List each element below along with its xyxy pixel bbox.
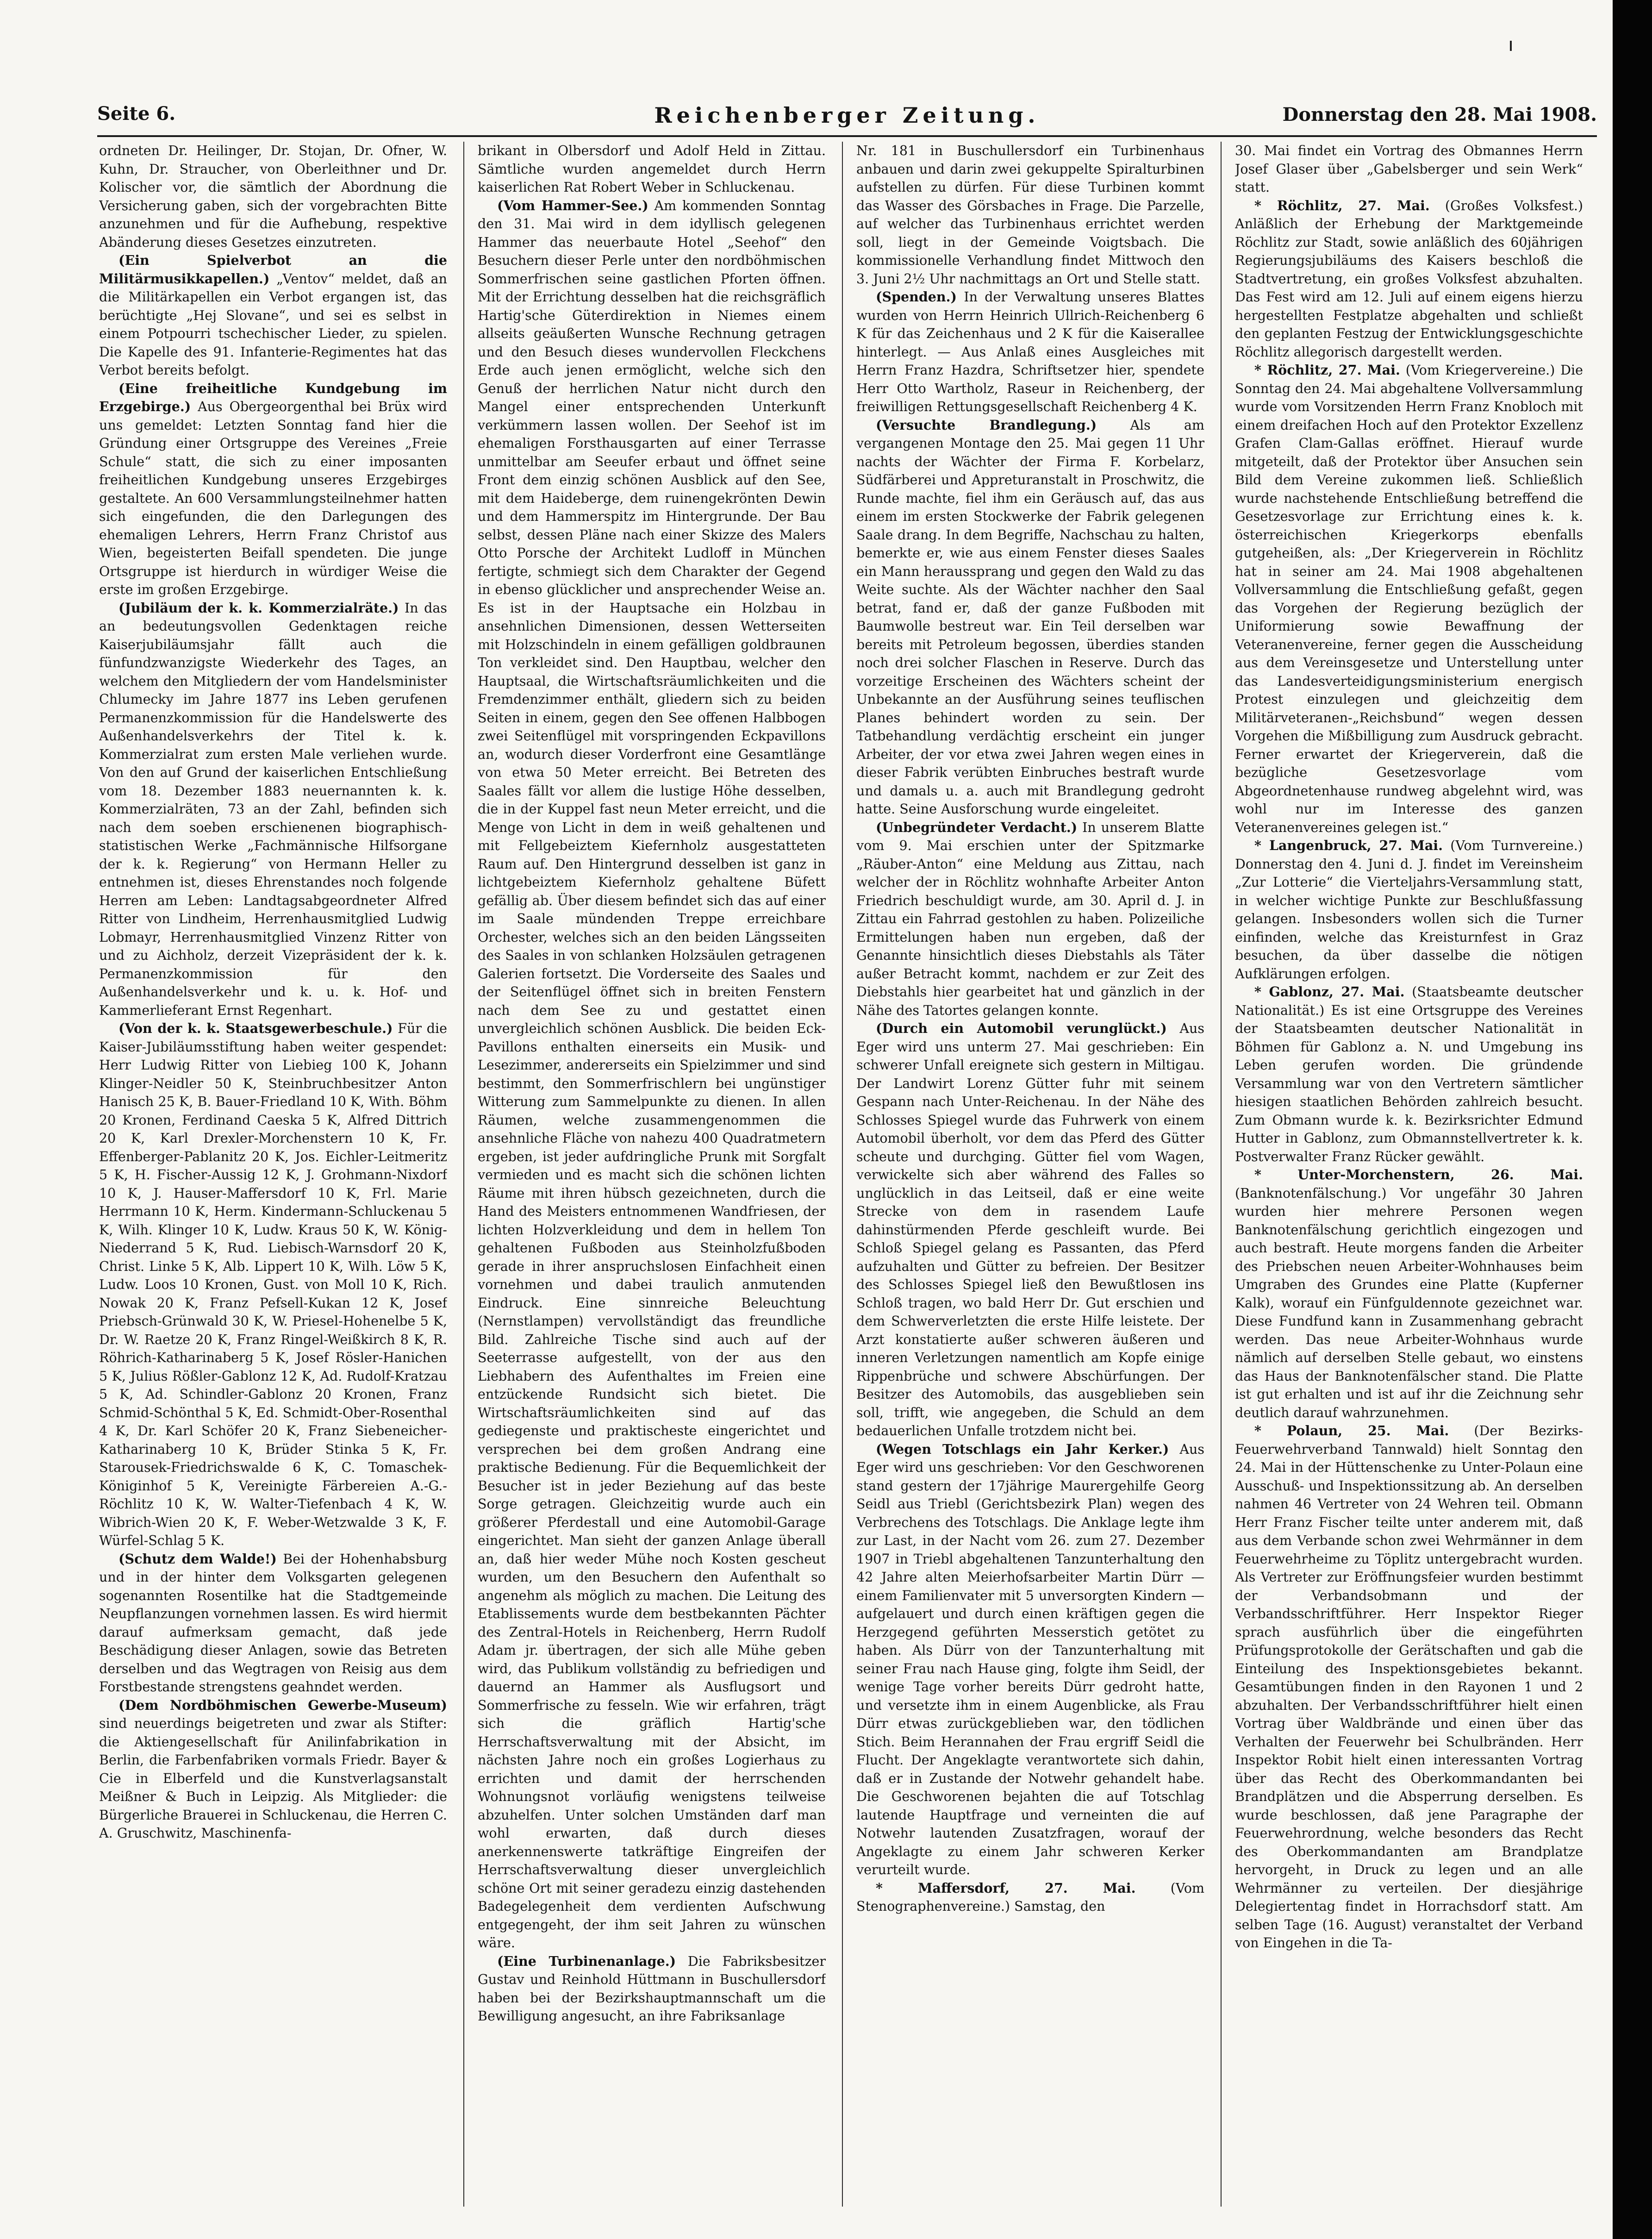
column-divider: [1221, 142, 1222, 2207]
article-paragraph: [1235, 1422, 1583, 1952]
article-text: Bei der Hohenhabsburg und in der hinter dem Volksgarten gelegenen sogenannten Rosentilke hat die Stadtgemeinde Neupflanzungen vornehmen lassen. Es wird hiermit darauf aufmerksam gemacht, daß jede Beschädigung dieser Anlagen, sowie das Betreten derselben und das Wegtragen von Reisig aus dem Forstbestande strengstens geahndet werden.: [99, 1551, 447, 1695]
article-heading: * Polaun, 25. Mai.: [1254, 1423, 1449, 1438]
article-heading: (Eine freiheitliche Kundgebung im Erzgebirge.): [99, 380, 447, 414]
page-header: [97, 103, 1597, 131]
article-text: Aus Eger wird uns unterm 27. Mai geschrieben: Ein schwerer Unfall ereignete sich gestern in Miltigau. Der Landwirt Lorenz Gütter fuhr mit seinem Gespann nach Unter-Reichenau. In der Nähe des Schlosses Spiegel wurde das Fuhrwerk von einem Automobil überholt, vor dem das Pferd des Gütter scheute und durchging. Gütter fiel vom Wagen, verwickelte sich aber während des Falles so unglücklich in das Leitseil, daß er eine weite Strecke von dem in rasendem Laufe dahinstürmenden Pferde geschleift wurde. Bei Schloß Spiegel gelang es Passanten, das Pferd aufzuhalten und Gütter zu befreien. Der Besitzer des Schlosses Spiegel ließ den Bewußtlosen ins Schloß tragen, wo bald Herr Dr. Gut erschien und dem Schwerverletzten die erste Hilfe leistete. Der Arzt konstatierte außer schweren äußeren und inneren Verletzungen namentlich am Kopfe einige Rippenbrüche und schwere Abschürfungen. Der Besitzer des Automobils, das ausgeblieben sein soll, trifft, wie angegeben, die Schuld an dem bedauerlichen Unfalle trotzdem nicht bei.: [856, 1021, 1204, 1438]
article-text: 30. Mai findet ein Vortrag des Obmannes Herrn Josef Glaser über „Gabelsberger und sein Werk“ statt.: [1235, 143, 1583, 195]
article-text: Nr. 181 in Buschullersdorf ein Turbinenhaus anbauen und darin zwei gekuppelte Spiralturbinen aufstellen zu dürfen. Für diese Turbinen kommt das Wasser des Görsbaches in Frage. Die Parzelle, auf welcher das Turbinenhaus errichtet werden soll, liegt in der Gemeinde Voigtsbach. Die kommissionelle Verhandlung findet Mittwoch den 3. Juni 2½ Uhr nachmittags an Ort und Stelle statt.: [856, 143, 1204, 287]
article-heading: (Dem Nordböhmischen Gewerbe-Museum): [118, 1697, 447, 1713]
article-heading: (Eine Turbinenanlage.): [497, 1953, 676, 1969]
article-text: (Staatsbeamte deutscher Nationalität.) Es ist eine Ortsgruppe des Vereines der Staatsbeamten deutscher Nationalität in Böhmen für Gablonz a. N. und Umgebung ins Leben gerufen worden. Die gründende Versammlung war von den Vertretern sämtlicher hiesigen staatlichen Behörden zahlreich besucht. Zum Obmann wurde k. k. Bezirksrichter Edmund Hutter in Gablonz, zum Obmannstellvertreter k. k. Postverwalter Franz Rücker gewählt.: [1235, 984, 1583, 1164]
column-4: [1235, 142, 1583, 2207]
article-text: Als am vergangenen Montage den 25. Mai gegen 11 Uhr nachts der Wächter der Firma F. Korbelarz, Südfärberei und Appreturanstalt in Proschwitz, die Runde machte, fiel ihm ein Geräusch auf, das aus einem im ersten Stockwerke der Fabrik gelegenen Saale drang. In dem Begriffe, Nachschau zu halten, bemerkte er, wie aus einem Fenster dieses Saales ein Mann heraussprang und gegen den Wald zu das Weite suchte. Als der Wächter nachher den Saal betrat, fand er, daß der ganze Fußboden mit Baumwolle bestreut war. Ein Teil derselben war bereits mit Petroleum begossen, überdies standen noch drei solcher Flaschen in Reserve. Durch das vorzeitige Erscheinen des Wächters scheint der Unbekannte an der Ausführung seines teuflischen Planes behindert worden zu sein. Der Tatbehandlung verdächtig erscheint ein junger Arbeiter, der vor etwa zwei Jahren wegen eines in dieser Fabrik verübten Einbruches bestraft wurde und damals u. a. auch mit Brandlegung gedroht hatte. Seine Ausforschung wurde eingeleitet.: [856, 417, 1204, 817]
article-text: In der Verwaltung unseres Blattes wurden von Herrn Heinrich Ullrich-Reichenberg 6 K für das Zeichenhaus und 2 K für die Kaiserallee hinterlegt. — Aus Anlaß eines Ausgleiches mit Herrn Franz Hazdra, Schriftsetzer hier, spendete Herr Otto Wartholz, Raseur in Reichenberg, der freiwilligen Rettungsgesellschaft Reichenberg 4 K.: [856, 289, 1204, 414]
article-heading: (Wegen Totschlags ein Jahr Kerker.): [876, 1441, 1169, 1457]
column-1: [99, 142, 447, 2207]
article-text: sind neuerdings beigetreten und zwar als Stifter: die Aktiengesellschaft für Anilinfabrikation in Berlin, die Farbenfabriken vormals Friedr. Bayer & Cie in Elberfeld und die Kunstverlagsanstalt Meißner & Buch in Leipzig. Als Mitglieder: die Bürgerliche Brauerei in Schluckenau, die Herren C. A. Gruschwitz, Maschinenfa-: [99, 1716, 447, 1841]
article-paragraph: [99, 380, 447, 599]
article-paragraph: [1235, 837, 1583, 983]
article-paragraph: [99, 251, 447, 380]
scan-border: [1613, 0, 1652, 2239]
article-text: Aus Eger wird uns geschrieben: Vor den Geschworenen stand gestern der 17jährige Maurergehilfe Georg Seidl aus Triebl (Gerichtsbezirk Plan) wegen des Verbrechens des Totschlags. Die Anklage legte ihm zur Last, in der Nacht vom 26. zum 27. Dezember 1907 in Triebl abgehaltenen Tanzunterhaltung den 42 Jahre alten Meierhofsarbeiter Martin Dürr — einem Familienvater mit 5 unversorgten Kindern — aufgelauert und durch einen kräftigen gegen die Herzgegend geführten Messerstich getötet zu haben. Als Dürr von der Tanzunterhaltung mit seiner Frau nach Hause ging, folgte ihm Seidl, der wenige Tage vorher bereits Dürr gedroht hatte, und versetzte ihm in einem Augenblicke, als Frau Dürr etwas zurückgeblieben war, den tödlichen Stich. Beim Herannahen der Frau ergriff Seidl die Flucht. Der Angeklagte verantwortete sich dahin, daß er in Zustande der Notwehr gehandelt habe. Die Geschworenen bejahten die auf Totschlag lautende Hauptfrage und verneinten die auf Notwehr lautenden Zusatzfragen, worauf der Angeklagte zu einem Jahr schweren Kerker verurteilt wurde.: [856, 1441, 1204, 1877]
article-heading: (Ein Spielverbot an die Militärmusikkapellen.): [99, 252, 447, 287]
article-heading: (Jubiläum der k. k. Kommerzialräte.): [118, 600, 399, 616]
article-paragraph: [856, 1440, 1204, 1879]
article-text: (Banknotenfälschung.) Vor ungefähr 30 Jahren wurden hier mehrere Personen wegen Banknotenfälschung gerichtlich eingezogen und auch bestraft. Heute morgens fanden die Arbeiter des Priebschen neuen Arbeiter-Wohnhauses beim Umgraben des Grundes eine Platte (Kupferner Kalk), worauf ein Fünfguldennote gezeichnet war. Diese Fundfund kann in Zusammenhang gebracht werden. Das neue Arbeiter-Wohnhaus wurde nämlich auf derselben Stelle gebaut, wo einstens das Haus der Banknotenfälscher stand. Die Platte ist gut erhalten und ist auf ihr die Zeichnung sehr deutlich darauf wahrzunehmen.: [1235, 1185, 1583, 1420]
article-text: In das an bedeutungsvollen Gedenktagen reiche Kaiserjubiläumsjahr fällt auch die fünfundzwanzigste Wiederkehr des Tages, an welchem den Mitgliedern der vom Handelsminister Chlumecky im Jahre 1877 ins Leben gerufenen Permanenzkommission für die Handelswerte des Außenhandelsverkehrs der Titel k. k. Kommerzialrat zum ersten Male verliehen wurde. Von den auf Grund der kaiserlichen Entschließung vom 18. Dezember 1883 neuernannten k. k. Kommerzialräten, 73 an der Zahl, befinden sich nach dem soeben erschienenen biographisch-statistischen Werke „Fachmännische Hilfsorgane der k. k. Regierung“ von Hermann Heller zu entnehmen ist, dieses Ehrenstandes noch folgende Herren am Leben: Landtagsabgeordneter Alfred Ritter von Lindheim, Herrenhausmitglied Ludwig Lobmayr, Herrenhausmitglied Vinzenz Ritter von und zu Aichholz, derzeit Vizepräsident der k. k. Permanenzkommission für den Außenhandelsverkehr und k. u. k. Hof- und Kammerlieferant Ernst Regenhart.: [99, 600, 447, 1018]
article-paragraph: [856, 142, 1204, 288]
column-divider: [463, 142, 464, 2207]
article-heading: * Langenbruck, 27. Mai.: [1254, 838, 1443, 853]
masthead: Reichenberger Zeitung.: [654, 103, 1040, 128]
article-heading: (Vom Hammer-See.): [497, 197, 648, 213]
article-paragraph: [856, 288, 1204, 416]
article-heading: (Versuchte Brandlegung.): [876, 417, 1097, 433]
article-paragraph: [856, 1019, 1204, 1440]
article-text: (Der Bezirks-Feuerwehrverband Tannwald) hielt Sonntag den 24. Mai in der Hüttenschenke zu Unter-Polaun eine Ausschuß- und Inspektionssitzung ab. An derselben nahmen 46 Vertreter von 24 Wehren teil. Obmann Herr Franz Fischer teilte unter anderem mit, daß aus dem Verbande schon zwei Wehrmänner in dem Feuerwehrheime zu Töplitz untergebracht wurden. Als Vertreter zur Eröffnungsfeier wurden bestimmt der Verbandsobmann und der Verbandsschriftführer. Herr Inspektor Rieger sprach ausführlich über die eingeführten Prüfungsprotokolle der Gerätschaften und gab die Einteilung des Inspektionsgebietes bekannt. Gesamtübungen finden in den Rayonen 1 und 2 abzuhalten. Der Verbandsschriftführer hielt einen Vortrag über Waldbrände und einen über das Verhalten der Feuerwehr bei Schulbränden. Herr Inspektor Robit hielt einen interessanten Vortrag über das Recht des Oberkommandanten bei Brandplätzen und die Absperrung derselben. Es wurde beschlossen, daß jene Paragraphe der Feuerwehrordnung, welche besonders das Recht des Oberkommandanten am Brandplatze hervorgeht, in Druck zu legen und an alle Wehrmänner zu verteilen. Der diesjährige Delegiertentag findet in Horrachsdorf statt. Am selben Tage (16. August) veranstaltet der Verband von Eingehen in die Ta-: [1235, 1423, 1583, 1951]
issue-date: Donnerstag den 28. Mai 1908.: [1282, 104, 1597, 125]
article-paragraph: [1235, 197, 1583, 362]
article-paragraph: [856, 1879, 1204, 1916]
column-divider: [842, 142, 843, 2207]
article-heading: (Durch ein Automobil verunglückt.): [876, 1020, 1167, 1036]
article-paragraph: [99, 599, 447, 1020]
article-paragraph: [99, 1550, 447, 1696]
margin-mark: [1510, 41, 1512, 51]
article-text: In unserem Blatte vom 9. Mai erschien unter der Spitzmarke „Räuber-Anton“ eine Meldung aus Zittau, nach welcher der in Röchlitz wohnhafte Arbeiter Anton Friedrich beschuldigt wurde, am 30. April d. J. in Zittau ein Fahrrad gestohlen zu haben. Polizeiliche Ermittelungen haben nun ergeben, daß der Genannte hinsichtlich dieses Diebstahls als Täter außer Betracht kommt, nachdem er zur Zeit des Diebstahls hier gearbeitet hat und gänzlich in der Nähe des Tatortes gelangen konnte.: [856, 819, 1204, 1018]
article-text: Am kommenden Sonntag den 31. Mai wird in dem idyllisch gelegenen Hammer das neuerbaute Hotel „Seehof“ den Besuchern dieser Perle unter den nordböhmischen Sommerfrischen seine gastlichen Pforten öffnen. Mit der Errichtung desselben hat die reichsgräflich Hartig'sche Güterdirektion in Niemes einem allseits geäußerten Wunsche Rechnung getragen und den Besuch dieses wundervollen Fleckchens Erde auch jenen ermöglicht, welche sich den Genuß der herrlichen Natur nicht durch den Mangel einer entsprechenden Unterkunft verkümmern lassen wollen. Der Seehof ist im ehemaligen Forsthausgarten auf einer Terrasse unmittelbar am Seeufer erbaut und öffnet seine Front dem einzig schönen Ausblick auf den See, mit dem Haideberge, dem ruinengekrönten Dewin und dem Hammerspitz im Hintergrunde. Der Bau selbst, dessen Pläne nach einer Skizze des Malers Otto Porsche der Architekt Ludloff in München fertigte, schmiegt sich dem Charakter der Gegend in ebenso glücklicher und ansprechender Weise an. Es ist in der Hauptsache ein Holzbau in ansehnlichen Dimensionen, dessen Wetterseiten mit Holzschindeln in einem gefälligen goldbraunen Ton verkleidet sind. Den Hauptbau, welcher den Hauptsaal, die Wirtschaftsräumlichkeiten und die Fremdenzimmer enthält, gliedern sich zu beiden Seiten in einem, gegen den See offenen Halbbogen zwei Seitenflügel mit vorspringenden Eckpavillons an, wodurch dieser Vorderfront eine Gesamtlänge von etwa 50 Meter erreicht. Bei Betreten des Saales fällt vor allem die lustige Höhe desselben, die in der Kuppel fast neun Meter erreicht, und die Menge von Licht in dem in weiß gehaltenen und mit Fellgebeiztem Kiefernholz ausgestatteten Raum auf. Den Hintergrund desselben ist ganz in lichtgebeiztem Kiefernholz gehaltene Büfett gefällig ab. Über diesem befindet sich das auf einer im Saale mündenden Treppe erreichbare Orchester, welches sich an den beiden Längsseiten des Saales in von schlanken Holzsäulen getragenen Galerien fortsetzt. Die Vorderseite des Saales und der Seitenflügel öffnet sich in breiten Fenstern nach dem See zu und gestattet einen unvergleichlich schönen Ausblick. Die beiden Eck-Pavillons enthalten einerseits ein Musik- und Lesezimmer, andererseits ein Spielzimmer und sind bestimmt, den Sommerfrischlern bei ungünstiger Witterung zum Sammelpunkte zu dienen. In allen Räumen, welche zusammengenommen die ansehnliche Fläche von nahezu 400 Quadratmetern ergeben, ist jeder aufdringliche Prunk mit Sorgfalt vermieden und es macht sich die schönen lichten Räume mit ihren hübsch gezeichneten, durch die Hand des Meisters entnommenen Wandfriesen, der lichten Holzverkleidung und dem in hellem Ton gehaltenen Fußboden aus Steinholzfußboden gerade in ihrer anspruchslosen Einfachheit einen vornehmen und dabei traulich anmutenden Eindruck. Eine sinnreiche Beleuchtung (Nernstlampen) vervollständigt das freundliche Bild. Zahlreiche Tische sind auch auf der Seeterrasse aufgestellt, von der aus den Liebhabern des Aufenthaltes im Freien eine entzückende Rundsicht sich bietet. Die Wirtschaftsräumlichkeiten sind auf das gediegenste und praktischeste eingerichtet und versprechen bei dem großen Andrang eine praktische Bedienung. Für die Bequemlichkeit der Besucher ist in jeder Beziehung auf das beste Sorge getragen. Gleichzeitig wurde auch ein größerer Pferdestall und eine Automobil-Garage eingerichtet. Man sieht der ganzen Anlage überall an, daß hier weder Mühe noch Kosten gescheut wurden, um den Besuchern den Aufenthalt so angenehm als möglich zu machen. Die Leitung des Etablissements wurde dem bestbekannten Pächter des Zentral-Hotels in Reichenberg, Herrn Rudolf Adam jr. übertragen, der sich alle Mühe geben wird, das Publikum vollständig zu befriedigen und dauernd an Hammer als Ausflugsort und Sommerfrische zu fesseln. Wie wir erfahren, trägt sich die gräflich Hartig'sche Herrschaftsverwaltung mit der Absicht, im nächsten Jahre noch ein großes Logierhaus zu errichten und damit der herrschenden Wohnungsnot vorläufig wenigstens teilweise abzuhelfen. Unter solchen Umständen darf man wohl erwarten, daß durch dieses anerkennenswerte tatkräftige Eingreifen der Herrschaftsverwaltung dieser unvergleichlich schöne Ort mit seiner geradezu einzig dastehenden Badegelegenheit dem verdienten Aufschwung entgegengeht, der ihm seit Jahren zu wünschen wäre.: [478, 198, 826, 1951]
article-heading: * Röchlitz, 27. Mai.: [1254, 362, 1400, 378]
header-rule: [97, 135, 1597, 137]
article-text: Für die Kaiser-Jubiläumsstiftung haben weiter gespendet: Herr Ludwig Ritter von Liebieg 100 K, Johann Klinger-Neidler 50 K, Steinbruchbesitzer Anton Hanisch 25 K, B. Bauer-Friedland 10 K, With. Böhm 20 Kronen, Ferdinand Caeska 5 K, Alfred Dittrich 20 K, Karl Drexler-Morchenstern 10 K, Fr. Effenberger-Pablanitz 20 K, Jos. Eichler-Leitmeritz 5 K, H. Fischer-Aussig 12 K, J. Grohmann-Nixdorf 10 K, J. Hauser-Maffersdorf 10 K, Frl. Marie Herrmann 10 K, Herm. Kindermann-Schluckenau 5 K, Wilh. Klinger 10 K, Ludw. Kraus 50 K, W. König-Niederrand 5 K, Rud. Liebisch-Warnsdorf 20 K, Christ. Linke 5 K, Alb. Lippert 10 K, Wilh. Löw 5 K, Ludw. Loos 10 Kronen, Gust. von Moll 10 K, Rich. Nowak 20 K, Franz Pefsell-Kukan 12 K, Josef Priebsch-Grünwald 30 K, W. Priesel-Hohenelbe 5 K, Dr. W. Raetze 20 K, Franz Ringel-Weißkirch 8 K, R. Röhrich-Katharinaberg 5 K, Josef Rösler-Hanichen 5 K, Julius Rößler-Gablonz 12 K, Ad. Rudolf-Kratzau 5 K, Ad. Schindler-Gablonz 20 Kronen, Franz Schmid-Schönthal 5 K, Ed. Schmidt-Ober-Rosenthal 4 K, Dr. Karl Schöfer 20 K, Franz Siebeneicher-Katharinaberg 10 K, Brüder Stinka 5 K, Fr. Starousek-Friedrichswalde 6 K, C. Tomaschek-Königinhof 5 K, Vereinigte Färbereien A.-G.-Röchlitz 10 K, W. Walter-Tiefenbach 4 K, W. Wibrich-Wien 20 K, F. Weber-Wetzwalde 3 K, F. Würfel-Schlag 5 K.: [99, 1021, 447, 1548]
article-paragraph: [1235, 361, 1583, 837]
article-text: (Vom Turnvereine.) Donnerstag den 4. Juni d. J. findet im Vereinsheim „Zur Lotterie“ die Vierteljahrs-Versammlung statt, in welcher wichtige Punkte zur Beschlußfassung gelangen. Insbesonders wollen sich die Turner einfinden, welche das Kreisturnfest in Graz besuchen, da über dasselbe die nötigen Aufklärungen erfolgen.: [1235, 838, 1583, 982]
article-text: (Vom Kriegervereine.) Die Sonntag den 24. Mai abgehaltene Vollversammlung wurde vom Vorsitzenden Herrn Franz Knobloch mit einem dreifachen Hoch auf den Protektor Exzellenz Grafen Clam-Gallas eröffnet. Hierauf wurde mitgeteilt, daß der Protektor über Ansuchen sein Bild dem Vereine zukommen ließ. Schließlich wurde nachstehende Entschließung betreffend die Gesetzesvorlage zur Errichtung eines k. k. österreichischen Kriegerkorps ebenfalls gutgeheißen, als: „Der Kriegerverein in Röchlitz hat in seiner am 24. Mai 1908 abgehaltenen Vollversammlung die Entschließung gefaßt, gegen das Vorgehen der Regierung bezüglich der Uniformierung sowie Bewaffnung der Veteranenvereine, ferner gegen die Ausscheidung aus dem Vereinsgesetze und Unterstellung unter das Landesverteidigungsministerium energisch Protest einzulegen und gleichzeitig dem Militärveteranen-„Reichsbund“ wegen dessen Vorgehen die Mißbilligung zum Ausdruck gebracht. Ferner erwartet der Kriegerverein, daß die bezügliche Gesetzesvorlage vom Abgeordnetenhause rundweg abgelehnt wird, was wohl nur im Interesse des ganzen Veteranenvereines gelegen ist.“: [1235, 363, 1583, 835]
article-heading: * Maffersdorf, 27. Mai.: [876, 1880, 1136, 1896]
article-text: (Großes Volksfest.) Anläßlich der Erhebung der Marktgemeinde Röchlitz zur Stadt, sowie anläßlich des 60jährigen Regierungsjubiläums des Kaisers beschloß die Stadtvertretung, ein großes Volksfest abzuhalten. Das Fest wird am 12. Juli auf einem eigens hierzu hergestellten Festplatze abgehalten und schließt den geplanten Festzug der Entwicklungsgeschichte Röchlitz allegorisch dargestellt werden.: [1235, 198, 1583, 360]
article-text: (Vom Stenographenvereine.) Samstag, den: [856, 1880, 1204, 1914]
article-heading: (Spenden.): [876, 289, 957, 305]
article-heading: * Gablonz, 27. Mai.: [1254, 984, 1405, 1000]
article-paragraph: [1235, 983, 1583, 1166]
article-text: ordneten Dr. Heilinger, Dr. Stojan, Dr. Ofner, W. Kuhn, Dr. Straucher, von Oberleithner und Dr. Kolischer vor, die sämtlich der Abordnung die Versicherung gaben, sich der vorgebrachten Bitte anzunehmen und für die Aufhebung, respektive Abänderung dieses Gesetzes einzutreten.: [99, 143, 447, 250]
article-paragraph: [478, 197, 826, 1952]
article-paragraph: [856, 416, 1204, 819]
article-paragraph: [1235, 1166, 1583, 1422]
column-3: [856, 142, 1204, 2207]
article-text: „Ventov“ meldet, daß an die Militärkapellen ein Verbot ergangen ist, das berüchtigte „Hej Slovane“, und sei es selbst in einem Potpourri tschechischer Lieder, zu spielen. Die Kapelle des 91. Infanterie-Regimentes hat das Verbot bereits befolgt.: [99, 271, 447, 378]
article-paragraph: [856, 819, 1204, 1020]
article-text: Aus Obergeorgenthal bei Brüx wird uns gemeldet: Letzten Sonntag fand hier die Gründung einer Ortsgruppe des Vereines „Freie Schule“ statt, die sich zu einer imposanten freiheitlichen Kundgebung unseres Erzgebirges gestaltete. An 600 Versammlungsteilnehmer hatten sich eingefunden, die den Darlegungen des ehemaligen Lehrers, Herrn Franz Christof aus Wien, begeisterten Beifall spendeten. Die junge Ortsgruppe ist hierdurch in würdiger Weise die erste im großen Erzgebirge.: [99, 399, 447, 597]
article-paragraph: [99, 1019, 447, 1550]
article-paragraph: [99, 1696, 447, 1843]
article-heading: (Schutz dem Walde!): [118, 1551, 277, 1567]
article-heading: * Unter-Morchenstern, 26. Mai.: [1254, 1167, 1583, 1182]
article-text: brikant in Olbersdorf und Adolf Held in Zittau. Sämtliche wurden angemeldet durch Herrn kaiserlichen Rat Robert Weber in Schluckenau.: [478, 143, 826, 195]
article-paragraph: [99, 142, 447, 251]
column-2: [478, 142, 826, 2207]
page-number: Seite 6.: [97, 103, 176, 125]
article-paragraph: [478, 1952, 826, 2026]
article-paragraph: [478, 142, 826, 197]
article-heading: (Unbegründeter Verdacht.): [876, 819, 1078, 835]
article-heading: * Röchlitz, 27. Mai.: [1254, 197, 1430, 213]
article-text: Die Fabriksbesitzer Gustav und Reinhold Hüttmann in Buschullersdorf haben bei der Bezirkshauptmannschaft um die Bewilligung angesucht, an ihre Fabriksanlage: [478, 1953, 826, 2024]
article-heading: (Von der k. k. Staatsgewerbeschule.): [118, 1020, 393, 1036]
article-paragraph: [1235, 142, 1583, 197]
